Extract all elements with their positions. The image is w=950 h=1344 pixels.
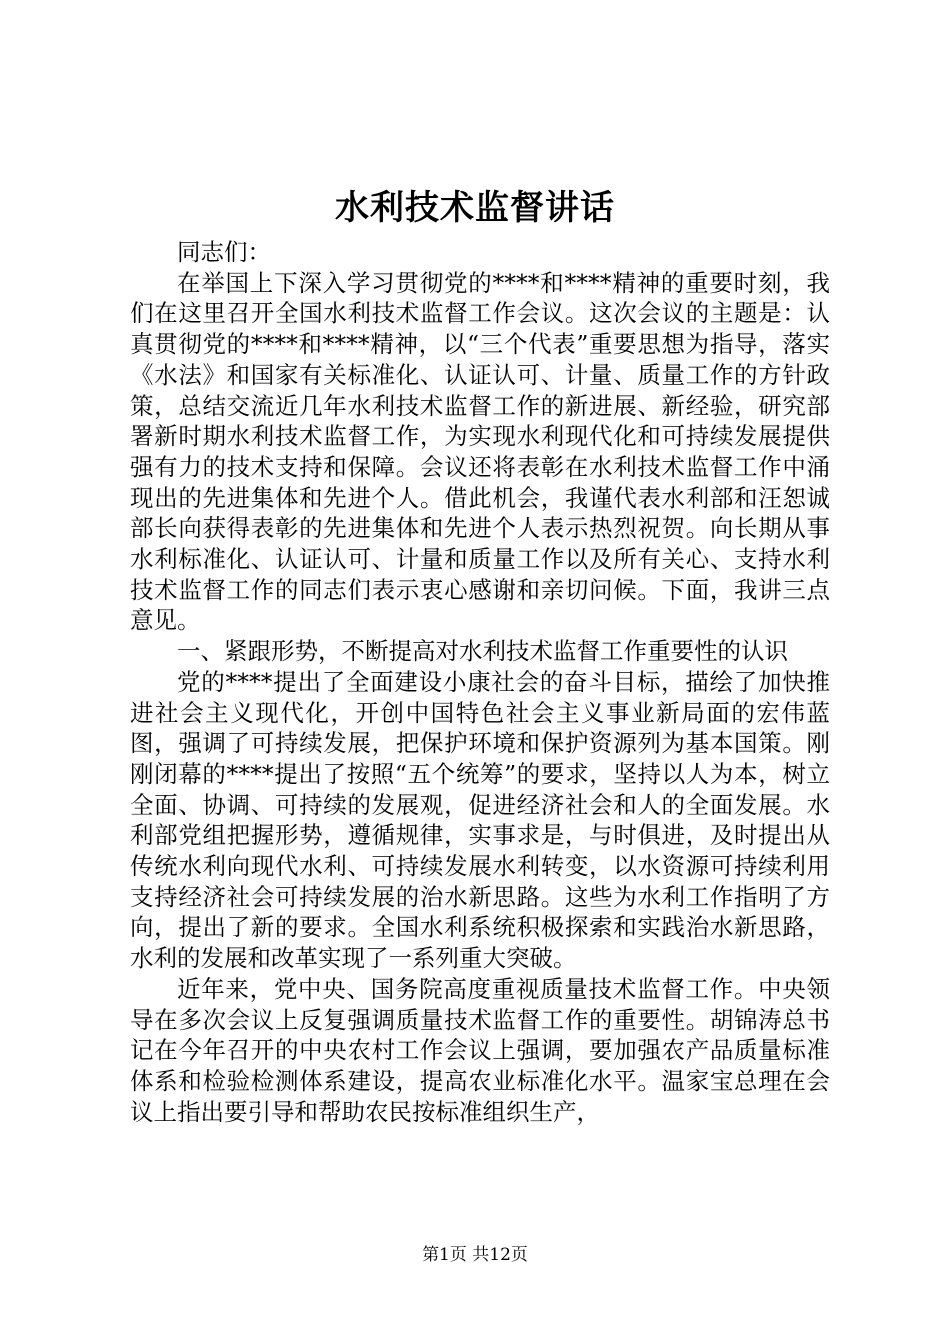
page-footer: 第1页 共12页 xyxy=(422,1245,528,1265)
paragraph-3: 近年来，党中央、国务院高度重视质量技术监督工作。中央领导在多次会议上反复强调质量技术监督工作的重要性。胡锦涛总书记在今年召开的中央农村工作会议上强调，要加强农产品质量标准体系和检验检测体系建设，提高农业标准化水平。温家宝总理在会议上指出要引导和帮助农民按标准组织生产， xyxy=(130,974,830,1126)
document-body xyxy=(130,237,830,1127)
paragraph-1: 在举国上下深入学习贯彻党的****和****精神的重要时刻，我们在这里召开全国水利技术监督工作会议。这次会议的主题是：认真贯彻党的****和****精神，以“三个代表”重要思想为指导，落实《水法》和国家有关标准化、认证认可、计量、质量工作的方针政策，总结交流近几年水利技术监督工作的新进展、新经验，研究部署新时期水利技术监督工作，为实现水利现代化和可持续发展提供强有力的技术支持和保障。会议还将表彰在水利技术监督工作中涌现出的先进集体和先进个人。借此机会，我谨代表水利部和汪恕诚部长向获得表彰的先进集体和先进个人表示热烈祝贺。向长期从事水利标准化、认证认可、计量和质量工作以及所有关心、支持水利技术监督工作的同志们表示衷心感谢和亲切问候。下面，我讲三点意见。 xyxy=(130,268,830,635)
paragraph-2: 党的****提出了全面建设小康社会的奋斗目标，描绘了加快推进社会主义现代化，开创中国特色社会主义事业新局面的宏伟蓝图，强调了可持续发展，把保护环境和保护资源列为基本国策。刚刚闭幕的****提出了按照“五个统筹”的要求，坚持以人为本，树立全面、协调、可持续的发展观，促进经济社会和人的全面发展。水利部党组把握形势，遵循规律，实事求是，与时俱进，及时提出从传统水利向现代水利、可持续发展水利转变，以水资源可持续利用支持经济社会可持续发展的治水新思路。这些为水利工作指明了方向，提出了新的要求。全国水利系统积极探索和实践治水新思路，水利的发展和改革实现了一系列重大突破。 xyxy=(130,667,830,973)
salutation: 同志们： xyxy=(177,238,271,266)
section-heading-1: 一、紧跟形势，不断提高对水利技术监督工作重要性的认识 xyxy=(177,637,788,666)
document-title: 水利技术监督讲话 xyxy=(335,188,615,228)
